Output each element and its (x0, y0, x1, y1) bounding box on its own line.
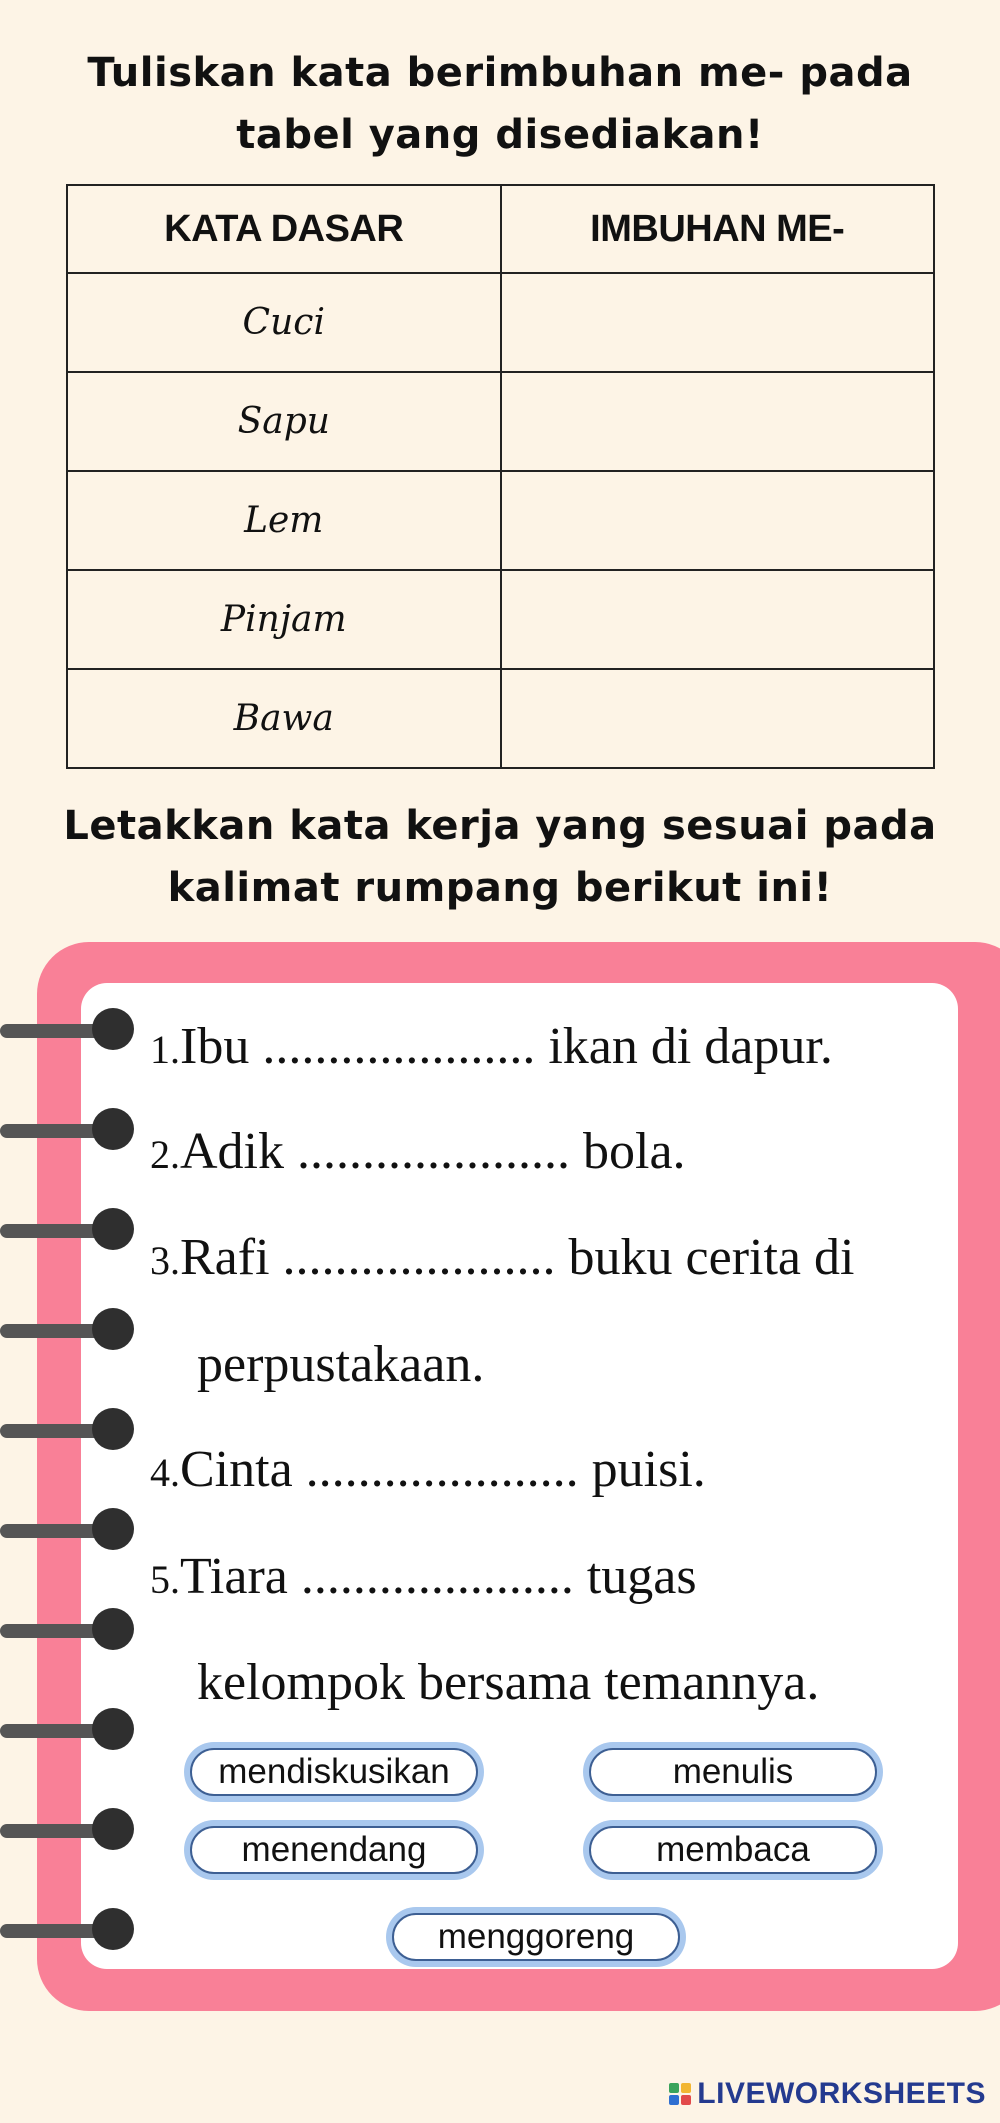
sentence-5 (150, 1545, 697, 1612)
word-chip-menendang[interactable] (184, 1820, 484, 1880)
kata-table (66, 184, 935, 769)
word-chip-menulis[interactable] (583, 1742, 883, 1802)
answer-cell[interactable] (501, 273, 935, 372)
spiral-ring (0, 1206, 135, 1254)
sentence-3 (150, 1226, 854, 1293)
answer-cell[interactable] (501, 669, 935, 768)
spiral-ring (0, 1506, 135, 1554)
word-chip-label: mendiskusikan (190, 1748, 478, 1796)
sentence-text: Ibu ..................... ikan di dapur. (180, 1018, 833, 1075)
spiral-ring (0, 1906, 135, 1954)
spiral-ring (0, 1606, 135, 1654)
word-chip-label: menulis (589, 1748, 877, 1796)
kata-dasar-cell: Pinjam (67, 570, 501, 669)
sentence-number: 3. (150, 1238, 180, 1283)
sentence-4 (150, 1438, 706, 1505)
word-chip-membaca[interactable] (583, 1820, 883, 1880)
sentence-2 (150, 1120, 686, 1187)
spiral-ring (0, 1106, 135, 1154)
kata-dasar-cell: Lem (67, 471, 501, 570)
instruction-table (0, 42, 1000, 166)
liveworksheets-logo-icon (669, 2083, 691, 2105)
word-chip-mendiskusikan[interactable] (184, 1742, 484, 1802)
instruction-sentences-text: Letakkan kata kerja yang sesuai pada kalimat rumpang berikut ini! (63, 803, 937, 911)
word-chip-menggoreng[interactable] (386, 1907, 686, 1967)
table-row (67, 570, 934, 669)
liveworksheets-brand (669, 2077, 986, 2111)
sentence-text: Rafi ..................... buku cerita di (180, 1229, 855, 1286)
table-row (67, 372, 934, 471)
sentence-number: 2. (150, 1132, 180, 1177)
spiral-ring (0, 1806, 135, 1854)
answer-cell[interactable] (501, 372, 935, 471)
sentence-text: Cinta ..................... puisi. (180, 1441, 706, 1498)
sentence-number: 4. (150, 1450, 180, 1495)
kata-dasar-cell: Bawa (67, 669, 501, 768)
header-imbuhan-me: IMBUHAN ME- (501, 185, 935, 273)
spiral-ring (0, 1706, 135, 1754)
table-row (67, 471, 934, 570)
instruction-sentences (0, 795, 1000, 919)
brand-text: LIVEWORKSHEETS (697, 2077, 986, 2110)
table-row (67, 273, 934, 372)
word-chip-label: menendang (190, 1826, 478, 1874)
word-chip-label: membaca (589, 1826, 877, 1874)
sentence-number: 5. (150, 1557, 180, 1602)
kata-dasar-cell: Cuci (67, 273, 501, 372)
answer-cell[interactable] (501, 471, 935, 570)
spiral-ring (0, 1306, 135, 1354)
sentence-text: Adik ..................... bola. (180, 1123, 686, 1180)
sentence-5-continuation: kelompok bersama temannya. (197, 1654, 820, 1711)
table-row (67, 669, 934, 768)
sentence-3-continuation: perpustakaan. (197, 1336, 485, 1393)
answer-cell[interactable] (501, 570, 935, 669)
spiral-ring (0, 1006, 135, 1054)
word-chip-label: menggoreng (392, 1913, 680, 1961)
kata-dasar-cell: Sapu (67, 372, 501, 471)
spiral-ring (0, 1406, 135, 1454)
sentence-text: Tiara ..................... tugas (180, 1548, 697, 1605)
header-kata-dasar: KATA DASAR (67, 185, 501, 273)
sentence-1 (150, 1015, 833, 1082)
instruction-table-text: Tuliskan kata berimbuhan me- pada tabel yang disediakan! (87, 50, 913, 158)
sentence-number: 1. (150, 1027, 180, 1072)
table-header-row (67, 185, 934, 273)
